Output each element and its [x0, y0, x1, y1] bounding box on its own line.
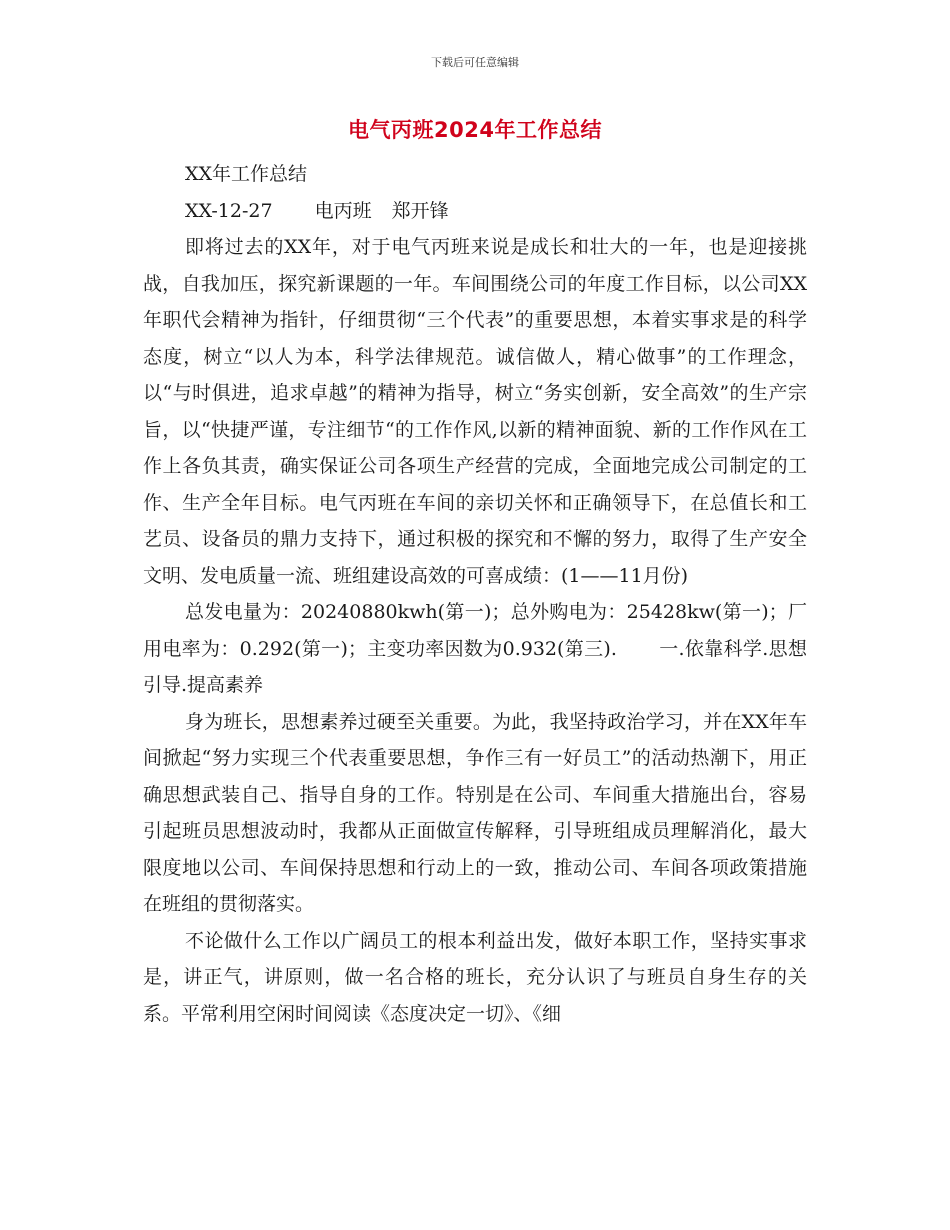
subtitle-text: XX年工作总结	[185, 163, 308, 185]
document-subtitle	[143, 156, 807, 193]
document-title: 电气丙班2024年工作总结	[348, 118, 602, 142]
stats-text: 总发电量为：20240880kwh(第一)；总外购电为：25428kw(第一)；厂用电率为：0.292(第一)；主变功率因数为0.932(第三).	[143, 601, 807, 660]
paragraph-stats	[143, 594, 807, 704]
section-heading: 一.依靠科学.思想引导.提高素养	[143, 637, 807, 696]
byline-date: XX-12-27	[185, 199, 273, 222]
paragraph: 身为班长，思想素养过硬至关重要。为此，我坚持政治学习，并在XX年车间掀起“努力实现三个代表重要思想，争作三有一好员工”的活动热潮下，用正确思想武装自己、指导自身的工作。特别是在公司、车间重大措施出台，容易引起班员思想波动时，我都从正面做宣传解释，引导班组成员理解消化，最大限度地以公司、车间保持思想和行动上的一致，推动公司、车间各项政策措施在班组的贯彻落实。	[143, 710, 807, 915]
document-body	[143, 156, 807, 1032]
page-header-note: 下载后可任意编辑	[431, 56, 519, 69]
paragraph: 即将过去的XX年，对于电气丙班来说是成长和壮大的一年，也是迎接挑战，自我加压，探究新课题的一年。车间围绕公司的年度工作目标，以公司XX年职代会精神为指针，仔细贯彻“三个代表”的重要思想，本着实事求是的科学态度，树立“以人为本，科学法律规范。诚信做人，精心做事”的工作理念，以“与时俱进，追求卓越”的精神为指导，树立“务实创新，安全高效”的生产宗旨，以“快捷严谨，专注细节“的工作作风,以新的精神面貌、新的工作作风在工作上各负其责，确实保证公司各项生产经营的完成，全面地完成公司制定的工作、生产全年目标。电气丙班在车间的亲切关怀和正确领导下，在总值长和工艺员、设备员的鼎力支持下，通过积极的探究和不懈的努力，取得了生产安全文明、发电质量一流、班组建设高效的可喜成绩：(1——11月份)	[143, 236, 807, 587]
document-byline	[143, 193, 807, 230]
byline-team: 电丙班	[314, 199, 372, 222]
paragraph: 不论做什么工作以广阔员工的根本利益出发，做好本职工作，坚持实事求是，讲正气，讲原则，做一名合格的班长，充分认识了与班员自身生存的关系。平常利用空闲时间阅读《态度决定一切》、《细	[143, 929, 807, 1025]
byline-author: 郑开锋	[391, 199, 449, 222]
